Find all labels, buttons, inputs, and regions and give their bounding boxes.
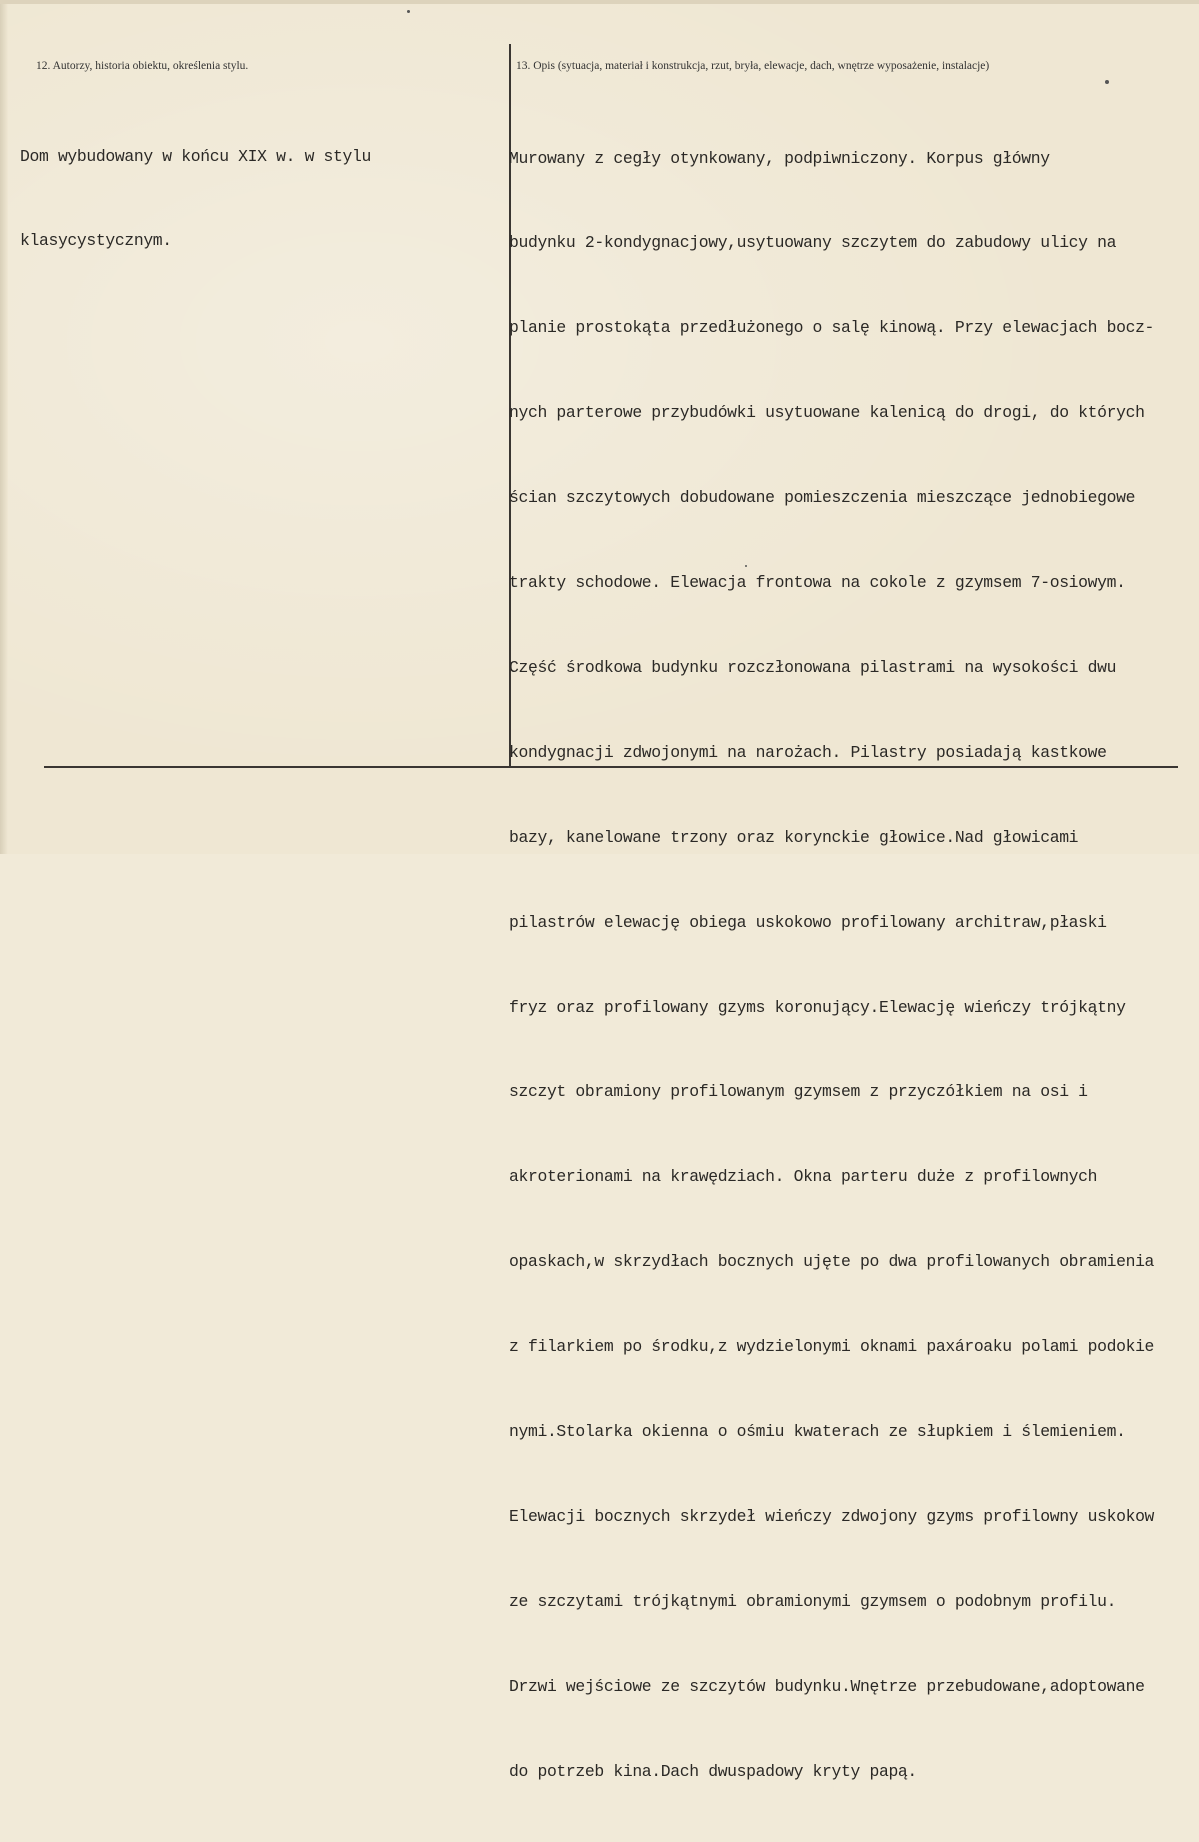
section-12-heading: 12. Autorzy, historia obiektu, określenia stylu. xyxy=(36,60,249,72)
section-13-text xyxy=(509,88,1154,1842)
text-line: pilastrów elewację obiega uskokowo profilowany architraw,płaski xyxy=(509,912,1107,932)
text-line: planie prostokąta przedłużonego o salę kinową. Przy elewacjach bocz- xyxy=(509,318,1155,338)
text-line: klasycystycznym. xyxy=(20,231,172,251)
speck xyxy=(1105,80,1109,84)
section-12-text xyxy=(20,86,371,312)
text-line: bazy, kanelowane trzony oraz korynckie głowice.Nad głowicami xyxy=(509,827,1079,847)
text-line: ze szczytami trójkątnymi obramionymi gzymsem o podobnym profilu. xyxy=(509,1591,1117,1611)
text-line: Elewacji bocznych skrzydeł wieńczy zdwojony gzyms profilowny uskokow xyxy=(509,1506,1155,1526)
text-line: trakty schodowe. Elewacja frontowa na cokole z gzymsem 7-osiowym. xyxy=(509,573,1126,593)
text-line: kondygnacji zdwojonymi na narożach. Pilastry posiadają kastkowe xyxy=(509,742,1107,762)
speck xyxy=(407,10,410,13)
text-line: Drzwi wejściowe ze szczytów budynku.Wnętrze przebudowane,adoptowane xyxy=(509,1676,1145,1696)
text-line: opaskach,w skrzydłach bocznych ujęte po dwa profilowanych obramienia xyxy=(509,1252,1155,1272)
text-line: akroterionami na krawędziach. Okna parteru duże z profilownych xyxy=(509,1167,1098,1187)
text-line: nymi.Stolarka okienna o ośmiu kwaterach ze słupkiem i ślemieniem. xyxy=(509,1421,1126,1441)
text-line: z filarkiem po środku,z wydzielonymi oknami paxároaku polami podokie xyxy=(509,1337,1155,1357)
text-line: ścian szczytowych dobudowane pomieszczenia mieszczące jednobiegowe xyxy=(509,488,1136,508)
paper-edge-top xyxy=(0,0,1199,4)
text-line: fryz oraz profilowany gzyms koronujący.Elewację wieńczy trójkątny xyxy=(509,997,1126,1017)
text-line: szczyt obramiony profilowanym gzymsem z przyczółkiem na osi i xyxy=(509,1082,1088,1102)
text-line: Część środkowa budynku rozczłonowana pilastrami na wysokości dwu xyxy=(509,657,1117,677)
text-line: budynku 2-kondygnacjowy,usytuowany szczytem do zabudowy ulicy na xyxy=(509,233,1117,253)
text-line: nych parterowe przybudówki usytuowane kalenicą do drogi, do których xyxy=(509,403,1145,423)
text-line: Dom wybudowany w końcu XIX w. w stylu xyxy=(20,146,371,166)
paper-edge-left xyxy=(0,0,8,854)
text-line: Murowany z cegły otynkowany, podpiwniczony. Korpus główny xyxy=(509,148,1050,168)
text-line: do potrzeb kina.Dach dwuspadowy kryty papą. xyxy=(509,1761,917,1781)
section-13-heading: 13. Opis (sytuacja, materiał i konstrukcja, rzut, bryła, elewacje, dach, wnętrze wyposażenie, instalacje) xyxy=(516,60,990,72)
